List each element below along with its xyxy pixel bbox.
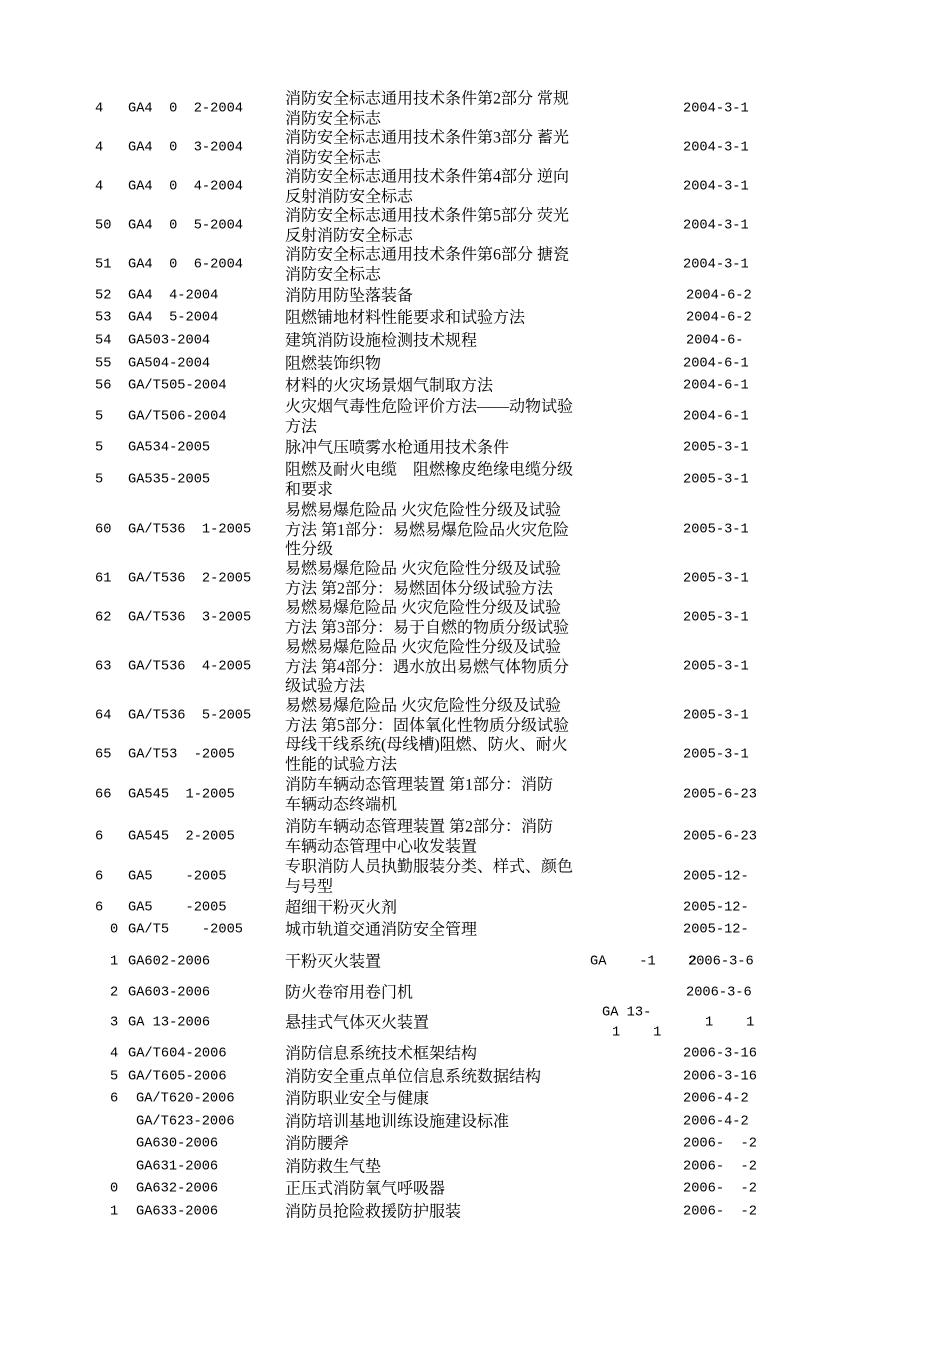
title-line: 消防安全标志 — [285, 266, 382, 283]
standard-title — [285, 1179, 445, 1199]
title-line: 城市轨道交通消防安全管理 — [285, 921, 478, 939]
row-number: 6 — [95, 900, 104, 916]
title-line: 消防救生气垫 — [285, 1158, 382, 1176]
standard-code: GA 13-2006 — [128, 1015, 211, 1031]
issue-date: 2005-3-1 — [683, 610, 749, 626]
row-number: 0 — [110, 922, 119, 938]
standard-code: GA4 0 2-2004 — [128, 101, 243, 117]
row-number: 66 — [95, 787, 112, 803]
title-line: 超细干粉灭火剂 — [285, 899, 398, 917]
standard-title — [285, 1067, 541, 1087]
title-line: 脉冲气压喷雾水枪通用技术条件 — [285, 439, 510, 457]
row-number: 63 — [95, 659, 112, 675]
title-line: 反射消防安全标志 — [285, 227, 414, 244]
extra-note-line: 1 1 — [612, 1025, 662, 1040]
standard-code: GA/T5 -2005 — [128, 922, 243, 938]
issue-date: 2006-4-2 — [683, 1091, 749, 1107]
row-number: 60 — [95, 522, 112, 538]
standard-code: GA535-2005 — [128, 472, 211, 488]
issue-date: 2004-3-1 — [683, 101, 749, 117]
row-number: 6 — [95, 869, 104, 885]
title-line: 消防员抢险救援防护服装 — [285, 1203, 462, 1221]
standard-code: GA534-2005 — [128, 440, 211, 456]
standard-code: GA/T536 2-2005 — [128, 571, 252, 587]
standard-code: GA632-2006 — [136, 1181, 219, 1197]
issue-date: 2006-3-6 — [688, 954, 754, 970]
issue-date: 2004-6-2 — [686, 310, 752, 326]
extra-note — [602, 1004, 661, 1043]
title-line: 材料的火灾场景烟气制取方法 — [285, 377, 494, 395]
standard-title — [285, 376, 493, 396]
standard-title — [285, 90, 569, 129]
issue-date: 2005-3-1 — [683, 522, 749, 538]
issue-date: 2006-3-16 — [683, 1069, 757, 1085]
standard-title — [285, 818, 553, 857]
standard-code: GA5 -2005 — [128, 869, 227, 885]
title-line: 阻燃及耐火电缆 阻燃橡皮绝缘电缆分级 — [285, 461, 574, 479]
title-line: 消防安全标志 — [285, 149, 382, 166]
title-line: 消防车辆动态管理装置 第2部分：消防 — [285, 818, 554, 836]
title-line: 反射消防安全标志 — [285, 188, 414, 205]
title-line: 阻燃装饰织物 — [285, 355, 382, 373]
row-number: 6 — [110, 1091, 119, 1107]
row-number: 56 — [95, 378, 112, 394]
title-line: 消防安全重点单位信息系统数据结构 — [285, 1068, 542, 1086]
issue-date: 2005-6-23 — [683, 787, 757, 803]
title-line: 性分级 — [285, 540, 334, 558]
standard-title — [285, 983, 413, 1003]
standard-title — [285, 1089, 429, 1109]
standard-title — [285, 286, 413, 306]
row-number: 4 — [110, 1046, 119, 1062]
standard-code: GA631-2006 — [136, 1159, 219, 1175]
row-number: 50 — [95, 218, 112, 234]
issue-date: 2004-6-2 — [686, 288, 752, 304]
title-line: 性能的试验方法 — [285, 756, 398, 773]
issue-date: 2004-6- — [686, 333, 744, 349]
issue-date: 2005-3-1 — [683, 571, 749, 587]
title-line: 方法 第4部分：遇水放出易燃气体物质分 — [285, 658, 570, 676]
standard-code: GA/T506-2004 — [128, 409, 227, 425]
issue-date: 2005-3-1 — [683, 472, 749, 488]
standard-code: GA4 4-2004 — [128, 288, 219, 304]
title-line: 车辆动态终端机 — [285, 796, 398, 813]
title-line: 消防培训基地训练设施建设标准 — [285, 1113, 510, 1131]
title-line: 消防车辆动态管理装置 第1部分：消防 — [285, 776, 554, 794]
row-number: 52 — [95, 288, 112, 304]
issue-date: 2006-4-2 — [683, 1114, 749, 1130]
row-number: 5 — [95, 409, 104, 425]
standard-title — [285, 1134, 349, 1154]
title-line: 消防信息系统技术框架结构 — [285, 1045, 478, 1063]
issue-date: 2005-3-1 — [683, 747, 749, 763]
standard-code: GA/T620-2006 — [136, 1091, 235, 1107]
extra-note-line: GA 13- — [602, 1005, 652, 1021]
standard-title — [285, 501, 569, 560]
title-line: 方法 第5部分：固体氧化性物质分级试验 — [285, 717, 570, 734]
standard-code: GA5 -2005 — [128, 900, 227, 916]
title-line: 防火卷帘用卷门机 — [285, 984, 414, 1002]
standard-title — [285, 1112, 509, 1132]
extra-note — [590, 952, 697, 972]
standard-code: GA/T53 -2005 — [128, 747, 235, 763]
title-line: 干粉灭火装置 — [285, 953, 382, 971]
issue-date: 2004-3-1 — [683, 179, 749, 195]
issue-date: 2004-6-1 — [683, 356, 749, 372]
standard-title — [285, 398, 573, 437]
issue-date: 2006- -2 — [683, 1181, 757, 1197]
title-line: 消防安全标志通用技术条件第5部分 荧光 — [285, 207, 570, 225]
title-line: 消防职业安全与健康 — [285, 1090, 430, 1108]
title-line: 易燃易爆危险品 火灾危险性分级及试验 — [285, 697, 562, 715]
title-line: 专职消防人员执勤服装分类、样式、颜色 — [285, 858, 574, 876]
issue-date: 1 1 — [705, 1015, 755, 1031]
row-number: 1 — [110, 1204, 119, 1220]
title-line: 消防安全标志通用技术条件第6部分 搪瓷 — [285, 246, 570, 264]
title-line: 方法 第2部分：易燃固体分级试验方法 — [285, 580, 554, 597]
standard-title — [285, 858, 573, 897]
standard-title — [285, 168, 569, 207]
title-line: 方法 第1部分：易燃易爆危险品火灾危险 — [285, 521, 570, 539]
standard-code: GA545 2-2005 — [128, 829, 235, 845]
issue-date: 2005-12- — [683, 922, 749, 938]
standard-title — [285, 776, 553, 815]
row-number: 5 — [95, 472, 104, 488]
issue-date: 2006-3-16 — [683, 1046, 757, 1062]
standard-code: GA/T536 1-2005 — [128, 522, 252, 538]
row-number: 2 — [110, 985, 119, 1001]
row-number: 4 — [95, 140, 104, 156]
standard-title — [285, 599, 569, 638]
standard-code: GA633-2006 — [136, 1204, 219, 1220]
standard-code: GA630-2006 — [136, 1136, 219, 1152]
standard-title — [285, 898, 397, 918]
standard-title — [285, 207, 569, 246]
title-line: 消防用防坠落装备 — [285, 287, 414, 305]
standard-code: GA503-2004 — [128, 333, 211, 349]
extra-note-line: GA -1 2 — [590, 954, 697, 970]
standard-title — [285, 952, 381, 972]
standard-title — [285, 1044, 477, 1064]
standard-title — [285, 697, 569, 736]
row-number: 5 — [95, 440, 104, 456]
title-line: 悬挂式气体灭火装置 — [285, 1014, 430, 1032]
title-line: 消防安全标志通用技术条件第4部分 逆向 — [285, 168, 570, 186]
row-number: 55 — [95, 356, 112, 372]
title-line: 易燃易爆危险品 火灾危险性分级及试验 — [285, 599, 562, 617]
row-number: 5 — [110, 1069, 119, 1085]
standard-code: GA603-2006 — [128, 985, 211, 1001]
row-number: 0 — [110, 1181, 119, 1197]
title-line: 正压式消防氧气呼吸器 — [285, 1180, 446, 1198]
standard-title — [285, 129, 569, 168]
row-number: 1 — [110, 954, 119, 970]
standard-code: GA4 0 6-2004 — [128, 257, 243, 273]
row-number: 53 — [95, 310, 112, 326]
issue-date: 2004-6-1 — [683, 378, 749, 394]
issue-date: 2005-12- — [683, 900, 749, 916]
title-line: 易燃易爆危险品 火灾危险性分级及试验 — [285, 501, 562, 519]
issue-date: 2005-3-1 — [683, 659, 749, 675]
standard-code: GA/T536 4-2005 — [128, 659, 252, 675]
issue-date: 2005-12- — [683, 869, 749, 885]
standard-code: GA4 0 3-2004 — [128, 140, 243, 156]
standard-code: GA602-2006 — [128, 954, 211, 970]
standard-title — [285, 1157, 381, 1177]
issue-date: 2006- -2 — [683, 1204, 757, 1220]
standard-title — [285, 560, 561, 599]
title-line: 母线干线系统(母线槽)阻燃、防火、耐火 — [285, 736, 568, 754]
standard-code: GA/T536 3-2005 — [128, 610, 252, 626]
row-number: 64 — [95, 708, 112, 724]
title-line: 消防安全标志通用技术条件第2部分 常规 — [285, 90, 570, 108]
standard-code: GA4 0 4-2004 — [128, 179, 243, 195]
issue-date: 2006- -2 — [683, 1136, 757, 1152]
issue-date: 2005-3-1 — [683, 708, 749, 724]
standard-title — [285, 638, 569, 697]
row-number: 62 — [95, 610, 112, 626]
title-line: 阻燃铺地材料性能要求和试验方法 — [285, 309, 526, 327]
standard-title — [285, 1202, 461, 1222]
standard-title — [285, 246, 569, 285]
title-line: 方法 — [285, 418, 318, 435]
title-line: 和要求 — [285, 481, 334, 498]
standard-title — [285, 736, 568, 775]
standard-code: GA/T536 5-2005 — [128, 708, 252, 724]
standard-title — [285, 331, 477, 351]
title-line: 消防安全标志通用技术条件第3部分 蓄光 — [285, 129, 570, 147]
issue-date: 2004-3-1 — [683, 218, 749, 234]
row-number: 54 — [95, 333, 112, 349]
standard-title — [285, 1013, 429, 1033]
title-line: 级试验方法 — [285, 677, 366, 695]
title-line: 消防安全标志 — [285, 110, 382, 127]
title-line: 火灾烟气毒性危险评价方法——动物试验 — [285, 398, 574, 416]
standard-code: GA504-2004 — [128, 356, 211, 372]
issue-date: 2004-3-1 — [683, 140, 749, 156]
title-line: 建筑消防设施检测技术规程 — [285, 332, 478, 350]
row-number: 4 — [95, 179, 104, 195]
issue-date: 2005-3-1 — [683, 440, 749, 456]
issue-date: 2005-6-23 — [683, 829, 757, 845]
issue-date: 2006-3-6 — [686, 985, 752, 1001]
row-number: 65 — [95, 747, 112, 763]
standard-title — [285, 920, 477, 940]
standard-code: GA4 5-2004 — [128, 310, 219, 326]
row-number: 61 — [95, 571, 112, 587]
standard-code: GA4 0 5-2004 — [128, 218, 243, 234]
standard-code: GA/T505-2004 — [128, 378, 227, 394]
issue-date: 2004-6-1 — [683, 409, 749, 425]
title-line: 车辆动态管理中心收发装置 — [285, 838, 478, 855]
standard-title — [285, 354, 381, 374]
row-number: 4 — [95, 101, 104, 117]
standard-code: GA/T604-2006 — [128, 1046, 227, 1062]
issue-date: 2004-3-1 — [683, 257, 749, 273]
title-line: 易燃易爆危险品 火灾危险性分级及试验 — [285, 638, 562, 656]
title-line: 方法 第3部分：易于自燃的物质分级试验 — [285, 619, 570, 636]
standard-title — [285, 438, 509, 458]
row-number: 51 — [95, 257, 112, 273]
title-line: 消防腰斧 — [285, 1135, 350, 1153]
title-line: 与号型 — [285, 878, 334, 895]
standard-title — [285, 461, 573, 500]
standard-code: GA/T623-2006 — [136, 1114, 235, 1130]
issue-date: 2006- -2 — [683, 1159, 757, 1175]
standard-title — [285, 308, 525, 328]
row-number: 3 — [110, 1015, 119, 1031]
standard-code: GA545 1-2005 — [128, 787, 235, 803]
standard-code: GA/T605-2006 — [128, 1069, 227, 1085]
title-line: 易燃易爆危险品 火灾危险性分级及试验 — [285, 560, 562, 578]
row-number: 6 — [95, 829, 104, 845]
